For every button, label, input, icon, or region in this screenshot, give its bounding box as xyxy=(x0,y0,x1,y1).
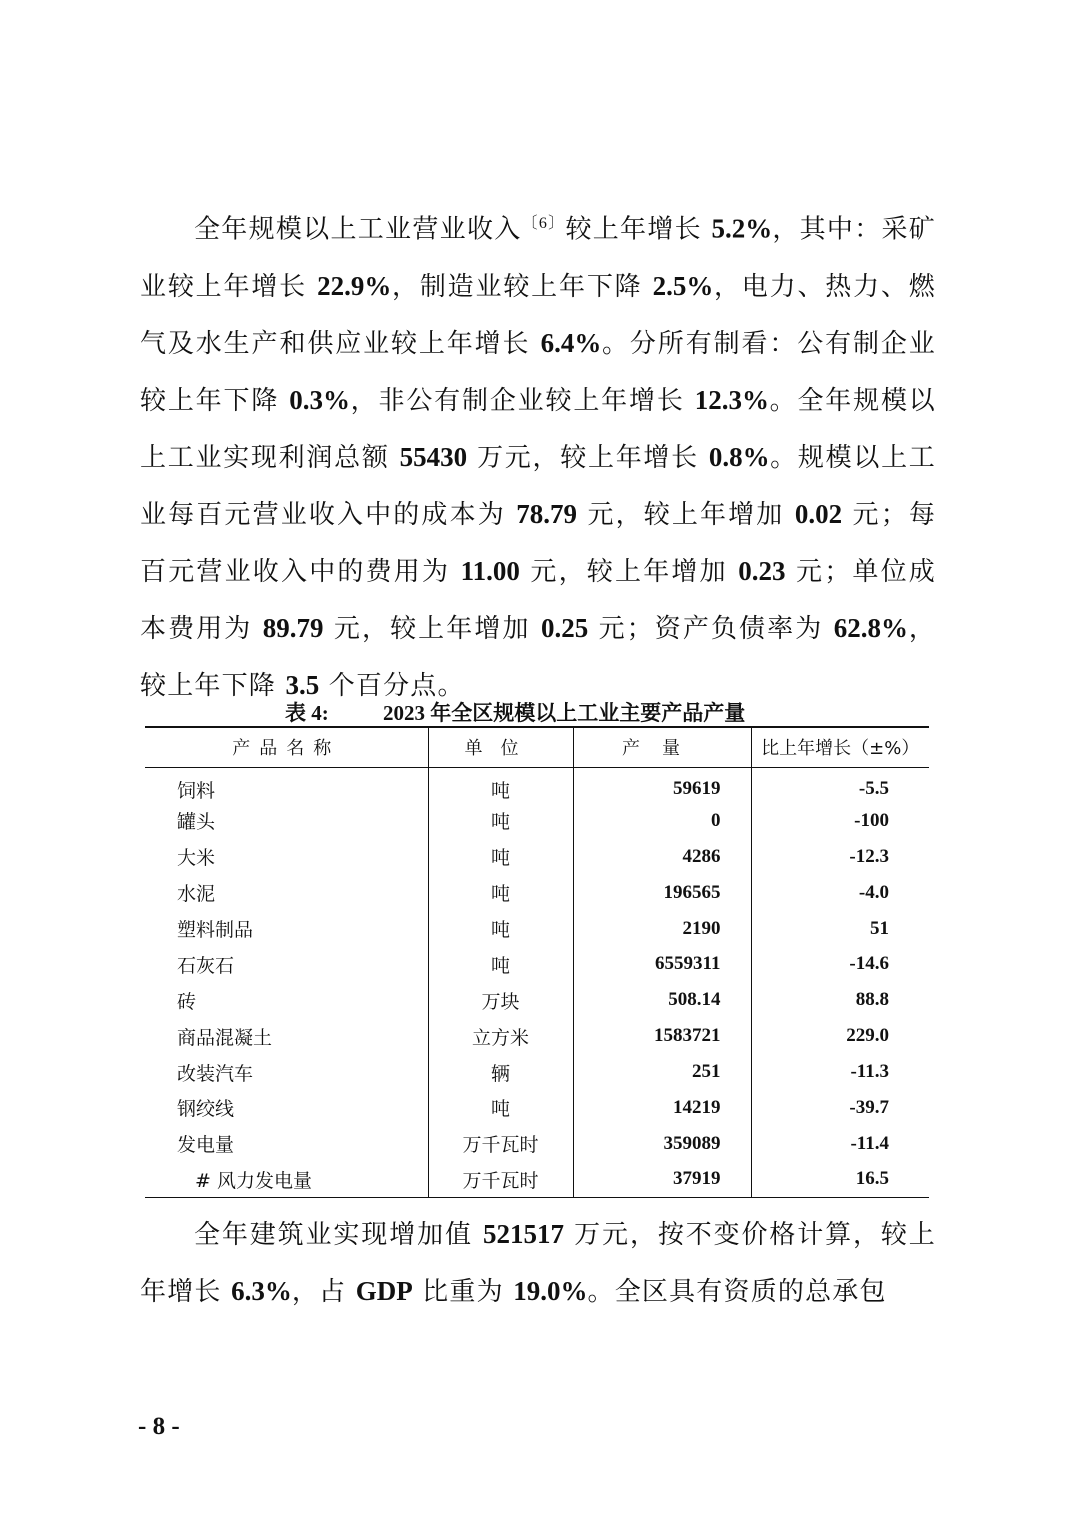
product-unit: 万千瓦时 xyxy=(428,1126,573,1162)
product-name: # 风力发电量 xyxy=(145,1162,428,1198)
product-name: 发电量 xyxy=(177,1134,235,1157)
table-row xyxy=(145,839,929,875)
page-number: - 8 - xyxy=(138,1413,180,1440)
product-unit: 万块 xyxy=(428,982,573,1018)
product-growth: -11.3 xyxy=(751,1054,929,1090)
product-output: 2190 xyxy=(573,911,751,947)
header-product-name: 产品名称 xyxy=(145,727,428,767)
product-growth: -11.4 xyxy=(751,1126,929,1162)
table-row xyxy=(145,1054,929,1090)
product-name: 钢绞线 xyxy=(177,1098,235,1121)
product-output: 14219 xyxy=(573,1090,751,1126)
product-name: 改装汽车 xyxy=(177,1062,254,1085)
product-name: 砖 xyxy=(177,990,197,1013)
product-growth: -5.5 xyxy=(751,767,929,803)
product-unit: 辆 xyxy=(428,1054,573,1090)
table-row xyxy=(145,1162,929,1198)
table-header-row xyxy=(145,727,929,767)
table-title: 2023 年全区规模以上工业主要产品产量 xyxy=(383,701,746,725)
product-growth: 229.0 xyxy=(751,1018,929,1054)
header-output: 产量 xyxy=(573,727,751,767)
product-name: 饲料 xyxy=(177,779,216,802)
product-output: 59619 xyxy=(573,767,751,803)
product-growth: -4.0 xyxy=(751,875,929,911)
product-growth: -12.3 xyxy=(751,839,929,875)
paragraph-construction: 全年建筑业实现增加值 521517 万元，按不变价格计算，较上年增长 6.3%，占 GDP 比重为 19.0%。全区具有资质的总承包 xyxy=(140,1219,936,1307)
product-growth: -100 xyxy=(751,803,929,839)
product-output: 37919 xyxy=(573,1162,751,1198)
product-output: 1583721 xyxy=(573,1018,751,1054)
product-growth: 88.8 xyxy=(751,982,929,1018)
product-growth: -14.6 xyxy=(751,946,929,982)
product-name: 石灰石 xyxy=(177,954,235,977)
product-unit: 吨 xyxy=(428,946,573,982)
table-row xyxy=(145,875,929,911)
product-unit: 吨 xyxy=(428,767,573,803)
table-caption xyxy=(145,695,929,727)
header-growth: 比上年增长（±%） xyxy=(751,727,929,767)
product-growth: 51 xyxy=(751,911,929,947)
table-row xyxy=(145,1090,929,1126)
product-name: 罐头 xyxy=(177,811,216,834)
product-unit: 吨 xyxy=(428,839,573,875)
product-output: 0 xyxy=(573,803,751,839)
product-output: 196565 xyxy=(573,875,751,911)
product-output-table xyxy=(145,726,929,1198)
footnote-ref: 〔6〕 xyxy=(521,215,566,232)
table-row xyxy=(145,803,929,839)
product-unit: 万千瓦时 xyxy=(428,1162,573,1198)
product-unit: 吨 xyxy=(428,1090,573,1126)
product-unit: 立方米 xyxy=(428,1018,573,1054)
table-row xyxy=(145,767,929,803)
product-output: 6559311 xyxy=(573,946,751,982)
paragraph-industry-revenue: 全年规模以上工业营业收入$^{〔6〕}$较上年增长 5.2%，其中：采矿业较上年增长 22.9%，制造业较上年下降 2.5%，电力、热力、燃气及水生产和供应业较上年增长 6.4%。分所有制看：公有制企业较上年下降 0.3%，非公有制企业较上年增长 12.3%。全年规模以上工业实现利润总额 55430 万元，较上年增长 0.8%。规模以上工业每百元营业收入中的成本为 78.79 元，较上年增加 0.02 元；每百元营业收入中的费用为 11.00 元，较上年增加 0.23 元；单位成本费用为 89.79 元，较上年增加 0.25 元；资产负债率为 62.8%，较上年下降 3.5 个百分点。 xyxy=(140,213,937,701)
product-name: 大米 xyxy=(177,847,216,870)
product-growth: -39.7 xyxy=(751,1090,929,1126)
product-output: 359089 xyxy=(573,1126,751,1162)
table-row xyxy=(145,982,929,1018)
product-unit: 吨 xyxy=(428,875,573,911)
table-row xyxy=(145,1018,929,1054)
table-label: 表 4: xyxy=(285,701,329,725)
table-row xyxy=(145,1126,929,1162)
table-row xyxy=(145,946,929,982)
product-output: 4286 xyxy=(573,839,751,875)
product-output: 508.14 xyxy=(573,982,751,1018)
table-row xyxy=(145,911,929,947)
header-unit: 单位 xyxy=(428,727,573,767)
product-name: 商品混凝土 xyxy=(177,1026,273,1049)
product-growth: 16.5 xyxy=(751,1162,929,1198)
product-output: 251 xyxy=(573,1054,751,1090)
product-unit: 吨 xyxy=(428,803,573,839)
product-name: 塑料制品 xyxy=(177,919,254,941)
product-name: 水泥 xyxy=(177,883,216,906)
product-unit: 吨 xyxy=(428,911,573,947)
